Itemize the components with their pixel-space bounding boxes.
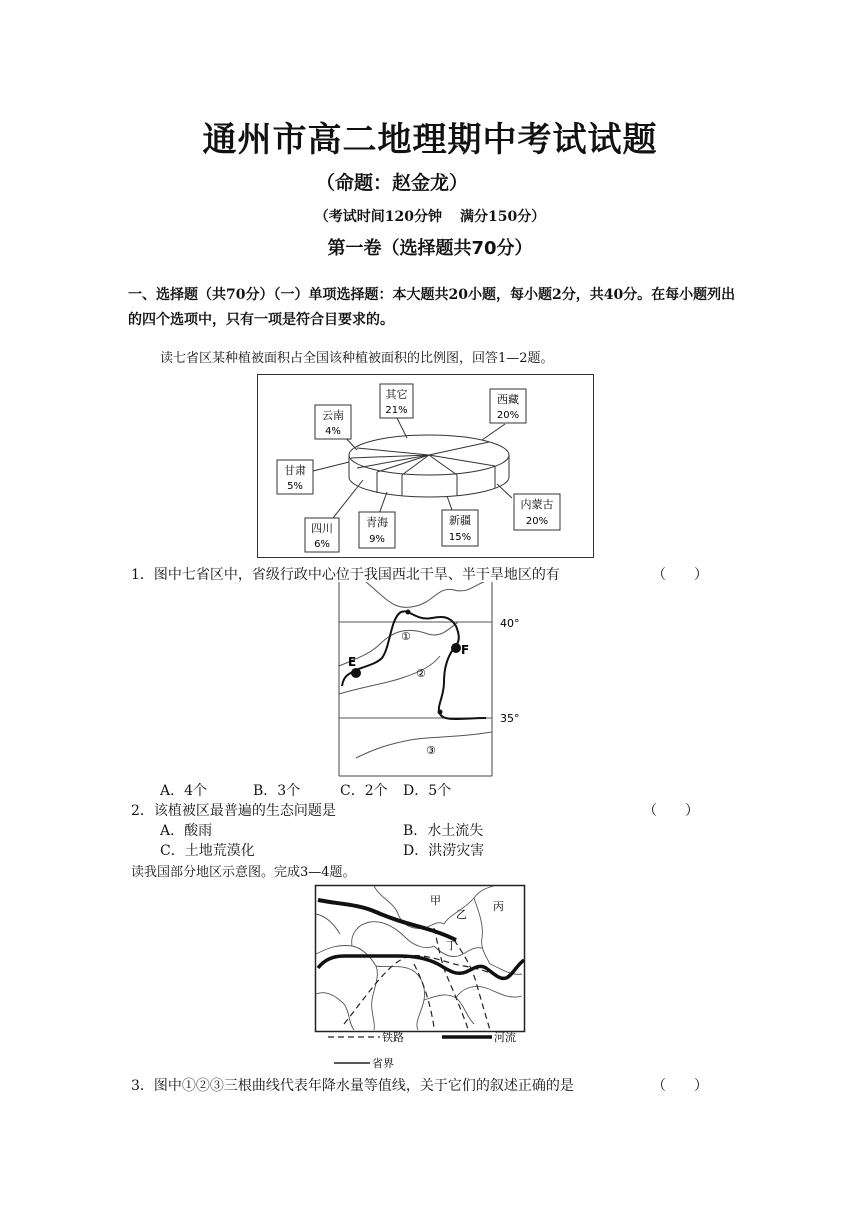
q2-option-a: A．酸雨: [160, 823, 213, 839]
question-1-paren: （ ）: [652, 567, 708, 583]
pie-label-value: 20%: [525, 516, 549, 527]
pie-label-value: 15%: [448, 532, 472, 543]
section-intro: 一、选择题（共70分）（一）单项选择题：本大题共20小题，每小题2分，共40分。在每小题列出的四个选项中，只有一项是符合目要求的。: [128, 287, 736, 328]
q1-option-c: C．2个: [340, 783, 388, 799]
pie-label-tibet: [490, 389, 526, 423]
question-3-text: 3．图中①②③三根曲线代表年降水量等值线，关于它们的叙述正确的是: [131, 1078, 574, 1094]
question-3-paren: （ ）: [652, 1078, 708, 1094]
pie-label-name: 新疆: [449, 514, 471, 527]
reading-prompt-1: 读七省区某种植被面积占全国该种植被面积的比例图，回答1—2题。: [160, 351, 554, 366]
river-node: [406, 610, 411, 615]
legend-boundary-label: 省界: [372, 1057, 394, 1070]
point-e-marker: [351, 668, 361, 678]
q2-option-b: B．水土流失: [403, 823, 484, 839]
region-map: [314, 884, 526, 1074]
curve-3-label: ③: [426, 744, 436, 757]
pie-label-sichuan: [305, 518, 339, 552]
pie-label-value: 21%: [385, 405, 408, 416]
full-score: 满分150分）: [460, 209, 546, 225]
exam-time: （考试时间120分钟: [314, 209, 442, 225]
pie-figure: [257, 374, 595, 558]
legend-railway-label: 铁路: [382, 1031, 404, 1044]
pie-label-qinghai: [359, 512, 395, 548]
pie-label-name: 西藏: [497, 393, 519, 406]
pie-label-value: 9%: [369, 534, 385, 545]
q2-option-d: D．洪涝灾害: [403, 843, 485, 859]
pie-label-name: 云南: [322, 409, 344, 422]
page-title: 通州市高二地理期中考试试题: [202, 120, 658, 160]
legend-river-label: 河流: [494, 1031, 516, 1044]
region-label-bing: 丙: [493, 900, 504, 913]
region-label-ding: 丁: [446, 939, 457, 952]
exam-info: [0, 206, 860, 226]
q1-option-a: A．4个: [160, 783, 208, 799]
point-f-marker: [451, 643, 461, 653]
region-label-jia: 甲: [430, 894, 441, 907]
question-2-paren: （ ）: [643, 803, 699, 819]
point-e-label: E: [348, 655, 357, 669]
reading-prompt-2: 读我国部分地区示意图。完成3—4题。: [131, 865, 356, 880]
region-label-yi: 乙: [456, 908, 467, 921]
pie-label-value: 20%: [496, 410, 520, 421]
question-1-text: 1．图中七省区中，省级行政中心位于我国西北干旱、半干旱地区的有: [131, 567, 560, 583]
pie-label-name: 其它: [385, 388, 408, 401]
latitude-40-label: 40°: [500, 617, 520, 630]
pie-label-inner-mongolia: [514, 494, 560, 530]
latitude-35-label: 35°: [500, 712, 520, 725]
pie-label-other: [380, 384, 413, 418]
pie-label-name: 青海: [366, 516, 388, 529]
pie-label-name: 内蒙古: [520, 498, 554, 511]
pie-label-name: 甘肃: [284, 464, 306, 477]
q2-option-c: C．土地荒漠化: [160, 843, 255, 859]
pie-label-yunnan: [315, 405, 351, 439]
pie-label-value: 6%: [314, 539, 330, 550]
pie-label-gansu: [277, 460, 313, 494]
author-line: （命题：赵金龙）: [316, 172, 469, 194]
curve-2-label: ②: [416, 667, 426, 680]
river-node: [438, 710, 443, 715]
q1-option-d: D．5个: [403, 783, 452, 799]
point-f-label: F: [461, 643, 470, 657]
pie-label-value: 4%: [325, 426, 341, 437]
pie-label-value: 5%: [287, 481, 303, 492]
question-2-text: 2．该植被区最普遍的生态问题是: [131, 803, 336, 819]
isohyet-map: [336, 582, 532, 778]
pie-label-xinjiang: [442, 510, 478, 546]
curve-1-label: ①: [401, 630, 411, 643]
q1-option-b: B．3个: [253, 783, 301, 799]
river-line: [342, 611, 486, 719]
volume-heading: 第一卷（选择题共70分）: [327, 238, 533, 259]
pie-label-name: 四川: [311, 522, 333, 535]
